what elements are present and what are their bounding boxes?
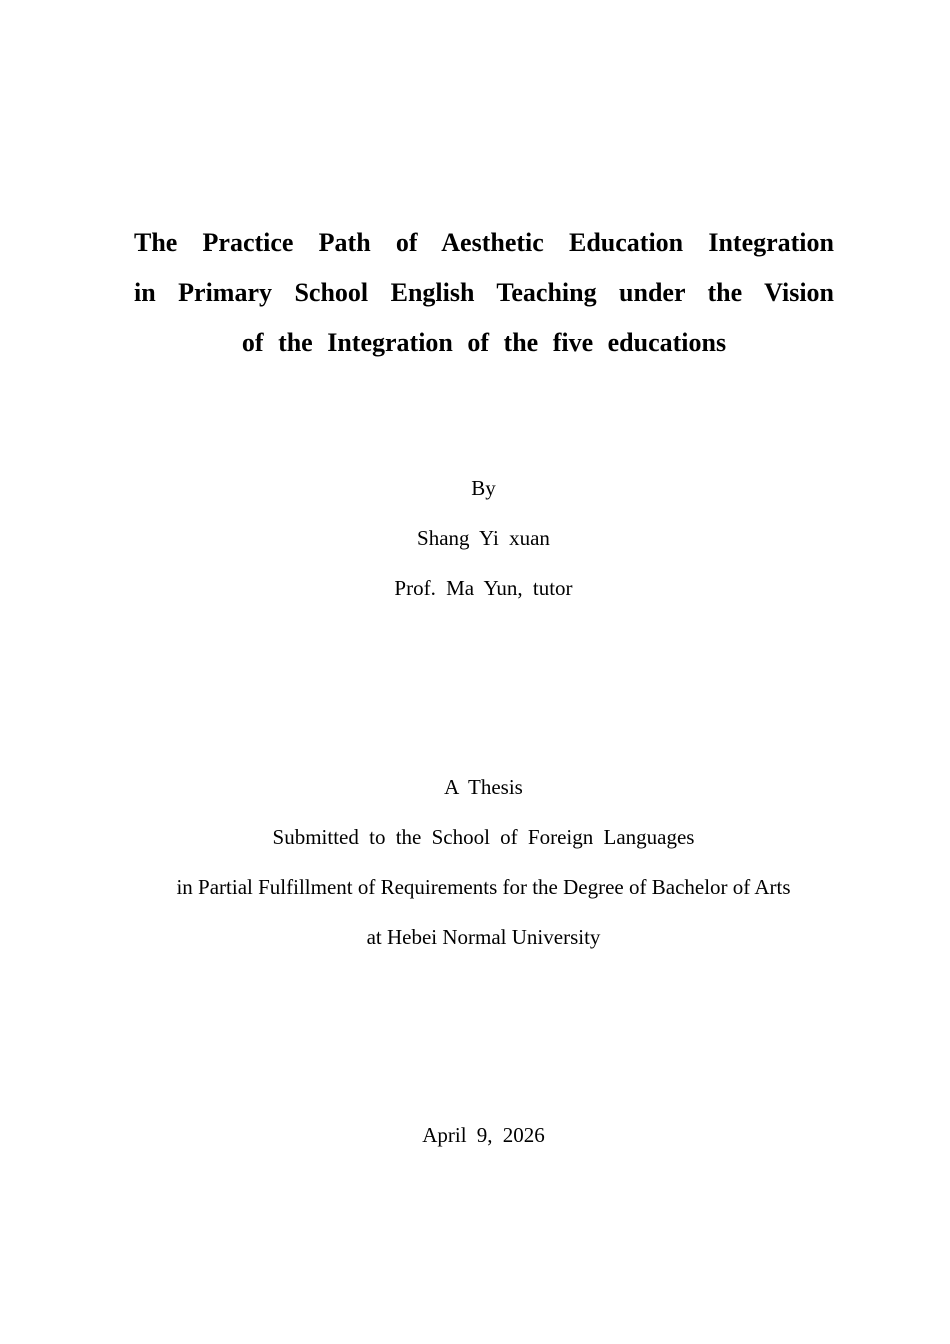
title-line-2: in Primary School English Teaching under the Vision (134, 278, 834, 307)
author-section (100, 463, 867, 613)
submitted-to: Submitted to the School of Foreign Languages (272, 825, 695, 849)
thesis-info-section (100, 762, 867, 962)
author-name: Shang Yi xuan (417, 526, 550, 550)
thesis-title (134, 218, 834, 368)
submission-date: April 9, 2026 (422, 1123, 545, 1147)
by-label: By (471, 476, 496, 500)
university-name: at Hebei Normal University (366, 925, 601, 949)
date-section (100, 1110, 867, 1160)
title-line-1: The Practice Path of Aesthetic Education Integration (134, 228, 834, 257)
tutor-name: Prof. Ma Yun, tutor (394, 576, 573, 600)
title-line-3: of the Integration of the five educations (241, 328, 727, 357)
thesis-type: A Thesis (444, 775, 523, 799)
degree-fulfillment: in Partial Fulfillment of Requirements for the Degree of Bachelor of Arts (176, 875, 791, 899)
